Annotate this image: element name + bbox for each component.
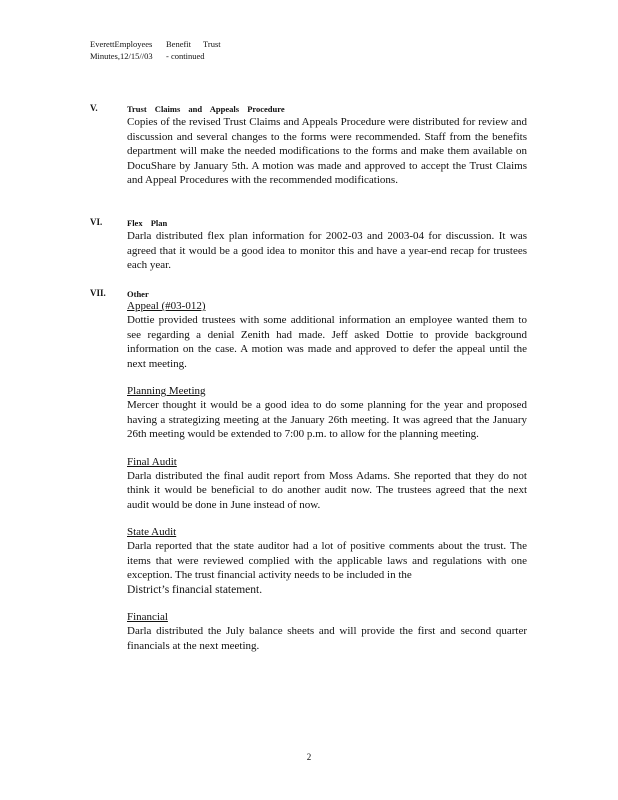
- item-state-audit: [127, 526, 527, 597]
- header-trust: Benefit Trust: [166, 39, 221, 49]
- page-number: 2: [306, 752, 312, 762]
- item-heading: State Audit: [127, 526, 177, 538]
- item-heading: Planning Meeting: [127, 385, 206, 397]
- item-text: Mercer thought it would be a good idea to do some planning for the year and proposed having a strategizing meeting at the January 26th meeting. It was agreed that the January 26th meeting would be extended to 7:00 p.m. to allow for the planning meeting.: [127, 399, 527, 440]
- header-continued: - continued: [166, 51, 205, 61]
- header-right: [166, 38, 221, 62]
- header-minutes-date: Minutes,12/15//03: [90, 51, 153, 61]
- item-heading: Appeal (#03-012): [127, 300, 206, 312]
- item-planning-meeting: [127, 385, 527, 442]
- section-title: Other: [127, 289, 149, 299]
- section-number: VII.: [90, 288, 106, 298]
- item-appeal: [127, 300, 527, 371]
- item-text: Darla reported that the state auditor had a lot of positive comments about the trust. The items that were reviewed complied with the applicable laws and regulations with one exception. The trust financial activity needs to be included in the District’s financial statement.: [127, 540, 527, 596]
- section-title: Trust Claims and Appeals Procedure: [127, 104, 285, 114]
- item-text: Dottie provided trustees with some additional information an employee wanted them to see regarding a denial Zenith had made. Jeff asked Dottie to provide background information on the case. A motion was made and approved to defer the appeal until the next meeting.: [127, 314, 527, 370]
- header-left: [90, 38, 153, 62]
- item-text-tail: District’s financial statement.: [127, 583, 263, 596]
- section-body: [127, 288, 527, 653]
- section-text: Darla distributed flex plan information for 2002-03 and 2003-04 for discussion. It was agreed that it would be a good idea to monitor this and have a year-end recap for trustees each year.: [127, 230, 527, 271]
- section-body: [127, 217, 527, 273]
- section-number: VI.: [90, 217, 103, 227]
- section-text: Copies of the revised Trust Claims and Appeals Procedure were distributed for review and discussion and several changes to the forms were recommended. Staff from the benefits department will make the needed modifications to the forms and make them available on DocuShare by January 5th. A motion was made and approved to accept the Trust Claims and Appeal Procedures with the recommended modifications.: [127, 116, 527, 186]
- item-text: Darla distributed the final audit report from Moss Adams. She reported that they do not think it would be beneficial to do another audit now. The trustees agreed that the next audit would be done in June instead of now.: [127, 469, 527, 511]
- item-final-audit: [127, 456, 527, 513]
- header-org: EverettEmployees: [90, 39, 153, 49]
- section-title: Flex Plan: [127, 218, 168, 228]
- item-financial: [127, 611, 527, 653]
- item-heading: Financial: [127, 611, 168, 623]
- item-text: Darla distributed the July balance sheets and will provide the first and second quarter financials at the next meeting.: [127, 625, 527, 652]
- section-body: [127, 103, 527, 188]
- section-number: V.: [90, 103, 98, 113]
- item-heading: Final Audit: [127, 455, 177, 468]
